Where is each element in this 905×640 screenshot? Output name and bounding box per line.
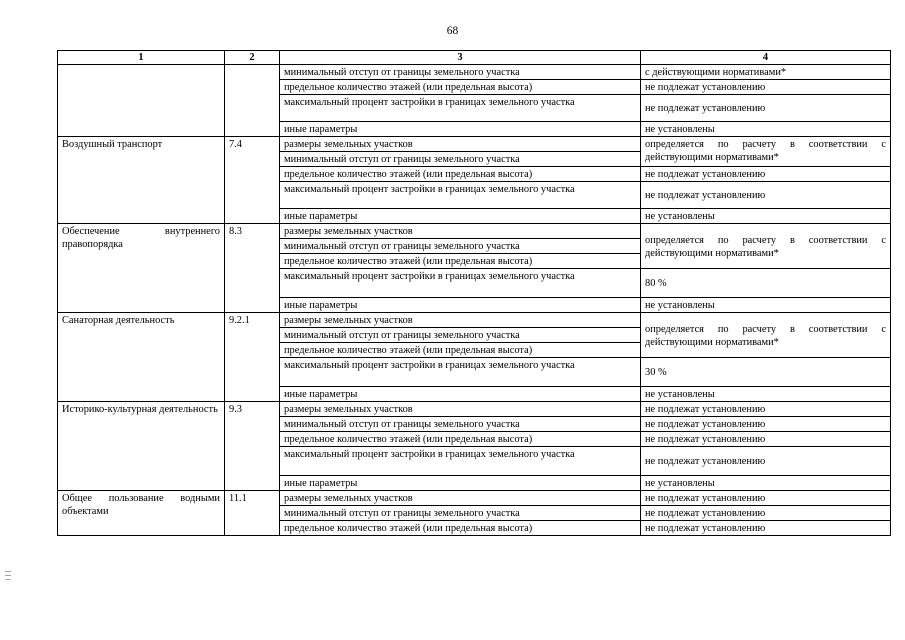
- parameter-cell: максимальный процент застройки в границах земельного участка: [280, 95, 641, 122]
- parameter-cell: предельное количество этажей (или предельная высота): [280, 254, 641, 269]
- usage-code: 11.1: [225, 491, 280, 536]
- parameter-cell: минимальный отступ от границы земельного участка: [280, 417, 641, 432]
- parameter-cell: иные параметры: [280, 122, 641, 137]
- regulations-table: [57, 50, 891, 536]
- usage-name: Санаторная деятельность: [58, 313, 225, 402]
- parameter-cell: иные параметры: [280, 298, 641, 313]
- scan-edge-mark: [5, 579, 11, 580]
- value-cell: не установлены: [641, 476, 891, 491]
- usage-name: Историко-культурная деятельность: [58, 402, 225, 491]
- usage-code: 7.4: [225, 137, 280, 224]
- value-cell: 30 %: [641, 358, 891, 387]
- table-row: [58, 491, 891, 506]
- value-cell: не подлежат установлению: [641, 432, 891, 447]
- parameter-cell: размеры земельных участков: [280, 313, 641, 328]
- parameter-cell: максимальный процент застройки в границах земельного участка: [280, 269, 641, 298]
- parameter-cell: иные параметры: [280, 209, 641, 224]
- value-cell: определяется по расчету в соответствии с действующими нормативами*: [641, 224, 891, 269]
- header-cell: 1: [58, 51, 225, 65]
- value-cell: определяется по расчету в соответствии с действующими нормативами*: [641, 137, 891, 167]
- usage-name: Воздушный транспорт: [58, 137, 225, 224]
- value-cell: определяется по расчету в соответствии с действующими нормативами*: [641, 313, 891, 358]
- value-cell: не подлежат установлению: [641, 521, 891, 536]
- scan-edge-mark: [5, 575, 11, 576]
- usage-name: Общее пользование водными объектами: [58, 491, 225, 536]
- table-row: [58, 65, 891, 80]
- table-row: [58, 224, 891, 239]
- parameter-cell: минимальный отступ от границы земельного участка: [280, 239, 641, 254]
- parameter-cell: предельное количество этажей (или предельная высота): [280, 343, 641, 358]
- parameter-cell: размеры земельных участков: [280, 224, 641, 239]
- parameter-cell: иные параметры: [280, 387, 641, 402]
- value-cell: не подлежат установлению: [641, 182, 891, 209]
- parameter-cell: предельное количество этажей (или предельная высота): [280, 80, 641, 95]
- usage-code: 9.2.1: [225, 313, 280, 402]
- value-cell: не подлежат установлению: [641, 447, 891, 476]
- value-cell: не подлежат установлению: [641, 506, 891, 521]
- usage-name: Обеспечение внутреннего правопорядка: [58, 224, 225, 313]
- value-cell: не подлежат установлению: [641, 417, 891, 432]
- parameter-cell: минимальный отступ от границы земельного участка: [280, 152, 641, 167]
- value-cell: не установлены: [641, 387, 891, 402]
- value-cell: не подлежат установлению: [641, 491, 891, 506]
- header-row: [58, 51, 891, 65]
- value-cell: не установлены: [641, 298, 891, 313]
- parameter-cell: максимальный процент застройки в границах земельного участка: [280, 358, 641, 387]
- usage-code: [225, 65, 280, 137]
- value-cell: не подлежат установлению: [641, 167, 891, 182]
- parameter-cell: минимальный отступ от границы земельного участка: [280, 65, 641, 80]
- table-row: [58, 402, 891, 417]
- value-cell: не установлены: [641, 209, 891, 224]
- usage-code: 8.3: [225, 224, 280, 313]
- header-cell: 3: [280, 51, 641, 65]
- header-cell: 2: [225, 51, 280, 65]
- value-cell: 80 %: [641, 269, 891, 298]
- parameter-cell: максимальный процент застройки в границах земельного участка: [280, 182, 641, 209]
- parameter-cell: минимальный отступ от границы земельного участка: [280, 328, 641, 343]
- value-cell: не подлежат установлению: [641, 80, 891, 95]
- header-cell: 4: [641, 51, 891, 65]
- parameter-cell: минимальный отступ от границы земельного участка: [280, 506, 641, 521]
- value-cell: не подлежат установлению: [641, 95, 891, 122]
- parameter-cell: максимальный процент застройки в границах земельного участка: [280, 447, 641, 476]
- table-row: [58, 313, 891, 328]
- parameter-cell: иные параметры: [280, 476, 641, 491]
- parameter-cell: предельное количество этажей (или предельная высота): [280, 167, 641, 182]
- table-row: [58, 137, 891, 152]
- scan-edge-mark: [5, 571, 11, 572]
- parameter-cell: предельное количество этажей (или предельная высота): [280, 521, 641, 536]
- usage-name: [58, 65, 225, 137]
- parameter-cell: размеры земельных участков: [280, 137, 641, 152]
- parameter-cell: размеры земельных участков: [280, 491, 641, 506]
- value-cell: не установлены: [641, 122, 891, 137]
- usage-code: 9.3: [225, 402, 280, 491]
- parameter-cell: размеры земельных участков: [280, 402, 641, 417]
- parameter-cell: предельное количество этажей (или предельная высота): [280, 432, 641, 447]
- page-number: 68: [446, 25, 459, 37]
- value-cell: с действующими нормативами*: [641, 65, 891, 80]
- value-cell: не подлежат установлению: [641, 402, 891, 417]
